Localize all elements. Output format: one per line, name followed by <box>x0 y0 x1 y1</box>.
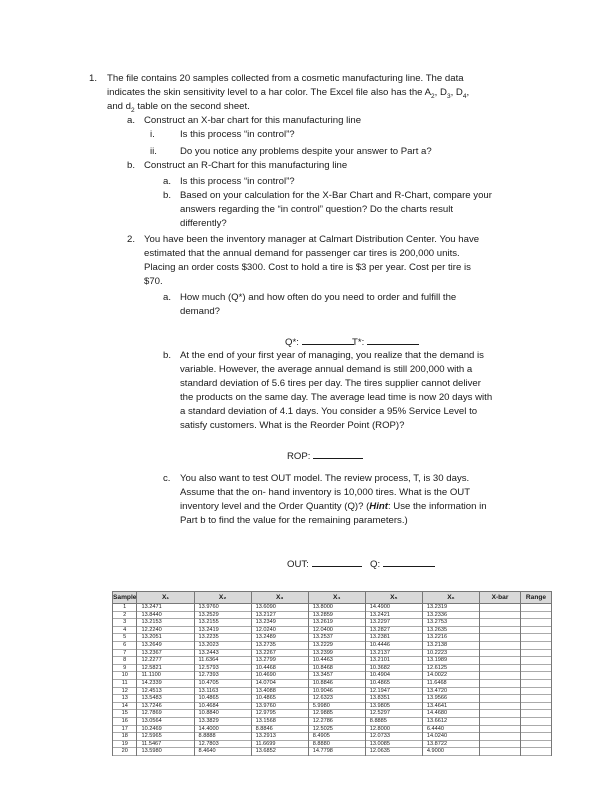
measurement-cell: 10.4690 <box>251 672 308 680</box>
sample-number-cell: 10 <box>113 672 137 680</box>
sample-data-table <box>112 591 552 756</box>
measurement-cell: 14.4900 <box>365 604 422 612</box>
out-field[interactable]: OUT: <box>287 557 362 572</box>
table-row <box>113 717 552 725</box>
table-row <box>113 733 552 741</box>
table-row <box>113 702 552 710</box>
answer-cell[interactable] <box>480 748 521 756</box>
measurement-cell: 11.1100 <box>137 672 194 680</box>
q2-line4: $70. <box>144 276 163 287</box>
measurement-cell: 13.2619 <box>308 619 365 627</box>
q2-line3: Placing an order costs $300. Cost to hold a tire is $3 per year. Cost per tire is <box>144 262 471 273</box>
q1a-i-text: Is this process “in control”? <box>180 129 295 140</box>
measurement-cell: 10.4865 <box>194 695 251 703</box>
sample-number-cell: 11 <box>113 679 137 687</box>
measurement-cell: 10.4865 <box>365 679 422 687</box>
measurement-cell: 13.2735 <box>251 641 308 649</box>
measurement-cell: 13.6852 <box>251 748 308 756</box>
measurement-cell: 11.5467 <box>137 740 194 748</box>
answer-cell[interactable] <box>480 733 521 741</box>
measurement-cell: 13.2297 <box>365 619 422 627</box>
measurement-cell: 13.9760 <box>194 604 251 612</box>
answer-cell[interactable] <box>521 657 552 665</box>
table-header-cell: X-bar <box>480 592 521 604</box>
answer-cell[interactable] <box>521 641 552 649</box>
answer-cell[interactable] <box>480 717 521 725</box>
table-row <box>113 634 552 642</box>
q2b-line6: satisfy customers. What is the Reorder Point (ROP)? <box>180 420 405 431</box>
measurement-cell: 12.6323 <box>308 695 365 703</box>
measurement-cell: 5.9980 <box>308 702 365 710</box>
measurement-cell: 13.5980 <box>137 748 194 756</box>
measurement-cell: 12.5793 <box>194 664 251 672</box>
measurement-cell: 13.3457 <box>308 672 365 680</box>
q2-line2: estimated that the annual demand for passenger car tires is 200,000 units. <box>144 248 460 259</box>
q1b-a-text: Is this process “in control”? <box>180 176 295 187</box>
table-row <box>113 604 552 612</box>
measurement-cell: 13.2137 <box>365 649 422 657</box>
q1b-b-line3: differently? <box>180 218 227 229</box>
table-header-cell: X₁ <box>137 592 194 604</box>
table-row <box>113 611 552 619</box>
measurement-cell: 12.8000 <box>365 725 422 733</box>
measurement-cell: 13.2537 <box>308 634 365 642</box>
measurement-cell: 8.8846 <box>251 725 308 733</box>
q-field[interactable]: Q: <box>370 557 435 572</box>
answer-cell[interactable] <box>521 725 552 733</box>
answer-cell[interactable] <box>480 641 521 649</box>
measurement-cell: 13.4720 <box>422 687 479 695</box>
measurement-cell: 13.2235 <box>194 634 251 642</box>
measurement-cell: 13.5483 <box>137 695 194 703</box>
measurement-cell: 12.2786 <box>308 717 365 725</box>
sample-number-cell: 18 <box>113 733 137 741</box>
measurement-cell: 13.4641 <box>422 702 479 710</box>
answer-cell[interactable] <box>480 687 521 695</box>
table-row <box>113 695 552 703</box>
q2c-line1: You also want to test OUT model. The review process, T, is 30 days. <box>180 473 470 484</box>
sample-number-cell: 17 <box>113 725 137 733</box>
q2c-line3: inventory level and the Order Quantity (Q)? (Hint: Use the information in <box>180 501 487 512</box>
measurement-cell: 13.2799 <box>251 657 308 665</box>
measurement-cell: 12.5821 <box>137 664 194 672</box>
table-header-cell: Range <box>521 592 552 604</box>
measurement-cell: 10.4446 <box>365 641 422 649</box>
measurement-cell: 13.2419 <box>194 626 251 634</box>
q-star-field[interactable]: Q*: <box>285 335 354 350</box>
measurement-cell: 13.2319 <box>422 604 479 612</box>
q2b-line2: variable. However, the average annual demand is still 200,000 with a <box>180 364 473 375</box>
q2b-line4: the products on the same day. The average lead time is now 20 days with <box>180 392 493 403</box>
answer-cell[interactable] <box>480 702 521 710</box>
table-header-cell: X₃ <box>251 592 308 604</box>
measurement-cell: 13.2753 <box>422 619 479 627</box>
answer-cell[interactable] <box>521 634 552 642</box>
answer-cell[interactable] <box>480 604 521 612</box>
measurement-cell: 13.2489 <box>251 634 308 642</box>
measurement-cell: 14.7798 <box>308 748 365 756</box>
measurement-cell: 13.2155 <box>194 619 251 627</box>
table-header-cell: X₅ <box>365 592 422 604</box>
q2a-line2: demand? <box>180 306 221 317</box>
measurement-cell: 13.6090 <box>251 604 308 612</box>
table-row <box>113 657 552 665</box>
q1b-label: b. <box>127 160 136 171</box>
answer-cell[interactable] <box>521 733 552 741</box>
q2a-label: a. <box>163 292 172 303</box>
measurement-cell: 14.0022 <box>422 672 479 680</box>
measurement-cell: 13.2229 <box>308 641 365 649</box>
sample-number-cell: 14 <box>113 702 137 710</box>
measurement-cell: 11.6699 <box>251 740 308 748</box>
answer-cell[interactable] <box>521 619 552 627</box>
table-row <box>113 710 552 718</box>
rop-field[interactable]: ROP: <box>287 449 363 464</box>
measurement-cell: 13.2267 <box>251 649 308 657</box>
q1a-ii-text: Do you notice any problems despite your answer to Part a? <box>180 146 432 157</box>
sample-number-cell: 19 <box>113 740 137 748</box>
table-row <box>113 748 552 756</box>
measurement-cell: 11.6364 <box>194 657 251 665</box>
measurement-cell: 14.0704 <box>251 679 308 687</box>
measurement-cell: 12.5297 <box>365 710 422 718</box>
measurement-cell: 13.0564 <box>137 717 194 725</box>
measurement-cell: 12.1947 <box>365 687 422 695</box>
measurement-cell: 13.6612 <box>422 717 479 725</box>
q1b-text: Construct an R-Chart for this manufacturing line <box>144 160 348 171</box>
measurement-cell: 11.6468 <box>422 679 479 687</box>
measurement-cell: 8.8888 <box>194 733 251 741</box>
q2b-label: b. <box>163 350 172 361</box>
measurement-cell: 13.2471 <box>137 604 194 612</box>
q1b-b-label: b. <box>163 190 172 201</box>
measurement-cell: 13.0085 <box>365 740 422 748</box>
answer-cell[interactable] <box>521 687 552 695</box>
sample-number-cell: 4 <box>113 626 137 634</box>
measurement-cell: 12.0635 <box>365 748 422 756</box>
answer-cell[interactable] <box>480 626 521 634</box>
measurement-cell: 14.2339 <box>137 679 194 687</box>
measurement-cell: 12.9885 <box>308 710 365 718</box>
measurement-cell: 8.4905 <box>308 733 365 741</box>
measurement-cell: 8.4640 <box>194 748 251 756</box>
sample-number-cell: 3 <box>113 619 137 627</box>
measurement-cell: 13.2443 <box>194 649 251 657</box>
answer-cell[interactable] <box>480 710 521 718</box>
measurement-cell: 13.4088 <box>251 687 308 695</box>
measurement-cell: 12.6125 <box>422 664 479 672</box>
answer-cell[interactable] <box>480 634 521 642</box>
sample-number-cell: 6 <box>113 641 137 649</box>
measurement-cell: 6.4440 <box>422 725 479 733</box>
measurement-cell: 13.2913 <box>251 733 308 741</box>
measurement-cell: 8.8880 <box>308 740 365 748</box>
q1b-b-line2: answers regarding the “in control” question? Do the charts result <box>180 204 454 215</box>
table-row <box>113 664 552 672</box>
q2c-label: c. <box>163 473 171 484</box>
measurement-cell: 13.2101 <box>365 657 422 665</box>
table-header-cell: Sample <box>113 592 137 604</box>
measurement-cell: 10.4468 <box>251 664 308 672</box>
sample-number-cell: 13 <box>113 695 137 703</box>
q1b-a-label: a. <box>163 176 172 187</box>
table-row <box>113 672 552 680</box>
measurement-cell: 13.7246 <box>137 702 194 710</box>
answer-cell[interactable] <box>521 679 552 687</box>
table-row <box>113 619 552 627</box>
measurement-cell: 13.9805 <box>365 702 422 710</box>
measurement-cell: 10.8468 <box>308 664 365 672</box>
measurement-cell: 13.2051 <box>137 634 194 642</box>
measurement-cell: 13.2153 <box>137 619 194 627</box>
answer-cell[interactable] <box>480 695 521 703</box>
sample-number-cell: 7 <box>113 649 137 657</box>
measurement-cell: 13.2827 <box>365 626 422 634</box>
q2b-line3: standard deviation of 5.6 tires per day. The tires supplier cannot deliver <box>180 378 481 389</box>
measurement-cell: 12.5965 <box>137 733 194 741</box>
measurement-cell: 13.9566 <box>422 695 479 703</box>
q2b-line5: a standard deviation of 4.1 days. You consider a 95% Service Level to <box>180 406 478 417</box>
measurement-cell: 10.8846 <box>308 679 365 687</box>
measurement-cell: 12.7869 <box>137 710 194 718</box>
sample-number-cell: 8 <box>113 657 137 665</box>
q1-line3: and $d_2$ table on the second sheet. <box>107 101 250 114</box>
measurement-cell: 10.9046 <box>308 687 365 695</box>
measurement-cell: 10.3682 <box>365 664 422 672</box>
measurement-cell: 13.2635 <box>422 626 479 634</box>
sample-number-cell: 9 <box>113 664 137 672</box>
answer-cell[interactable] <box>480 649 521 657</box>
answer-cell[interactable] <box>521 748 552 756</box>
table-header-cell: X₂ <box>194 592 251 604</box>
answer-cell[interactable] <box>480 740 521 748</box>
q1-line2: indicates the skin sensitivity level to a har color. The Excel file also has the $A_2$, $D_3$, $D_4$, <box>107 87 470 100</box>
measurement-cell: 13.9760 <box>251 702 308 710</box>
sample-number-cell: 20 <box>113 748 137 756</box>
answer-cell[interactable] <box>480 672 521 680</box>
measurement-cell: 13.2367 <box>137 649 194 657</box>
table-row <box>113 679 552 687</box>
measurement-cell: 13.2529 <box>194 611 251 619</box>
table-header-cell: X₄ <box>308 592 365 604</box>
measurement-cell: 13.8000 <box>308 604 365 612</box>
measurement-cell: 13.2216 <box>422 634 479 642</box>
q1a-label: a. <box>127 115 136 126</box>
measurement-cell: 12.2277 <box>137 657 194 665</box>
answer-cell[interactable] <box>521 672 552 680</box>
measurement-cell: 13.8440 <box>137 611 194 619</box>
measurement-cell: 13.1163 <box>194 687 251 695</box>
q2b-line1: At the end of your first year of managing, you realize that the demand is <box>180 350 484 361</box>
sample-number-cell: 5 <box>113 634 137 642</box>
sample-number-cell: 12 <box>113 687 137 695</box>
measurement-cell: 12.0733 <box>365 733 422 741</box>
answer-cell[interactable] <box>521 740 552 748</box>
measurement-cell: 4.9000 <box>422 748 479 756</box>
table-row <box>113 626 552 634</box>
measurement-cell: 13.2381 <box>365 634 422 642</box>
sample-number-cell: 2 <box>113 611 137 619</box>
table-row <box>113 649 552 657</box>
measurement-cell: 12.4513 <box>137 687 194 695</box>
answer-cell[interactable] <box>521 695 552 703</box>
q1-number: 1. <box>89 73 98 84</box>
answer-cell[interactable] <box>521 626 552 634</box>
table-row <box>113 725 552 733</box>
measurement-cell: 12.7393 <box>194 672 251 680</box>
q2c-line4: Part b to find the value for the remaining parameters.) <box>180 515 408 526</box>
answer-cell[interactable] <box>521 649 552 657</box>
sample-number-cell: 15 <box>113 710 137 718</box>
answer-cell[interactable] <box>480 725 521 733</box>
table-row <box>113 740 552 748</box>
measurement-cell: 13.2138 <box>422 641 479 649</box>
answer-cell[interactable] <box>480 657 521 665</box>
measurement-cell: 12.9795 <box>251 710 308 718</box>
measurement-cell: 10.2223 <box>422 649 479 657</box>
q2a-line1: How much (Q*) and how often do you need to order and fulfill the <box>180 292 457 303</box>
q1-line1: The file contains 20 samples collected from a cosmetic manufacturing line. The data <box>107 73 464 84</box>
measurement-cell: 13.1568 <box>251 717 308 725</box>
table-row <box>113 641 552 649</box>
answer-cell[interactable] <box>521 702 552 710</box>
measurement-cell: 13.3829 <box>194 717 251 725</box>
measurement-cell: 13.2336 <box>422 611 479 619</box>
answer-cell[interactable] <box>480 664 521 672</box>
table-header-cell: X₆ <box>422 592 479 604</box>
measurement-cell: 12.0400 <box>308 626 365 634</box>
q1a-text: Construct an X-bar chart for this manufacturing line <box>144 115 362 126</box>
measurement-cell: 13.8722 <box>422 740 479 748</box>
measurement-cell: 10.4684 <box>194 702 251 710</box>
answer-cell[interactable] <box>480 619 521 627</box>
measurement-cell: 13.2421 <box>365 611 422 619</box>
answer-cell[interactable] <box>480 679 521 687</box>
measurement-cell: 13.2349 <box>251 619 308 627</box>
measurement-cell: 10.4865 <box>251 695 308 703</box>
answer-cell[interactable] <box>521 611 552 619</box>
measurement-cell: 10.8840 <box>194 710 251 718</box>
measurement-cell: 12.0240 <box>251 626 308 634</box>
answer-cell[interactable] <box>521 604 552 612</box>
measurement-cell: 10.4463 <box>308 657 365 665</box>
sample-number-cell: 1 <box>113 604 137 612</box>
q2-line1: You have been the inventory manager at Calmart Distribution Center. You have <box>144 234 480 245</box>
answer-cell[interactable] <box>521 717 552 725</box>
measurement-cell: 13.8351 <box>365 695 422 703</box>
measurement-cell: 12.2240 <box>137 626 194 634</box>
q2-number: 2. <box>127 234 136 245</box>
t-star-field[interactable]: T*: <box>352 335 419 350</box>
q2c-line2: Assume that the on- hand inventory is 10,000 tires. What is the OUT <box>180 487 471 498</box>
measurement-cell: 13.2023 <box>194 641 251 649</box>
measurement-cell: 10.4705 <box>194 679 251 687</box>
measurement-cell: 13.2127 <box>251 611 308 619</box>
q1a-ii-label: ii. <box>150 146 157 157</box>
table-header-row <box>113 592 552 604</box>
measurement-cell: 10.2469 <box>137 725 194 733</box>
measurement-cell: 14.4000 <box>194 725 251 733</box>
q1a-i-label: i. <box>150 129 155 140</box>
measurement-cell: 13.1989 <box>422 657 479 665</box>
table-row <box>113 687 552 695</box>
answer-cell[interactable] <box>521 664 552 672</box>
q1b-b-line1: Based on your calculation for the X-Bar Chart and R-Chart, compare your <box>180 190 492 201</box>
measurement-cell: 10.4904 <box>365 672 422 680</box>
measurement-cell: 13.2859 <box>308 611 365 619</box>
measurement-cell: 13.2399 <box>308 649 365 657</box>
measurement-cell: 14.0240 <box>422 733 479 741</box>
measurement-cell: 13.2649 <box>137 641 194 649</box>
measurement-cell: 12.5025 <box>308 725 365 733</box>
measurement-cell: 14.4680 <box>422 710 479 718</box>
measurement-cell: 8.8885 <box>365 717 422 725</box>
answer-cell[interactable] <box>480 611 521 619</box>
answer-cell[interactable] <box>521 710 552 718</box>
measurement-cell: 12.7803 <box>194 740 251 748</box>
sample-number-cell: 16 <box>113 717 137 725</box>
